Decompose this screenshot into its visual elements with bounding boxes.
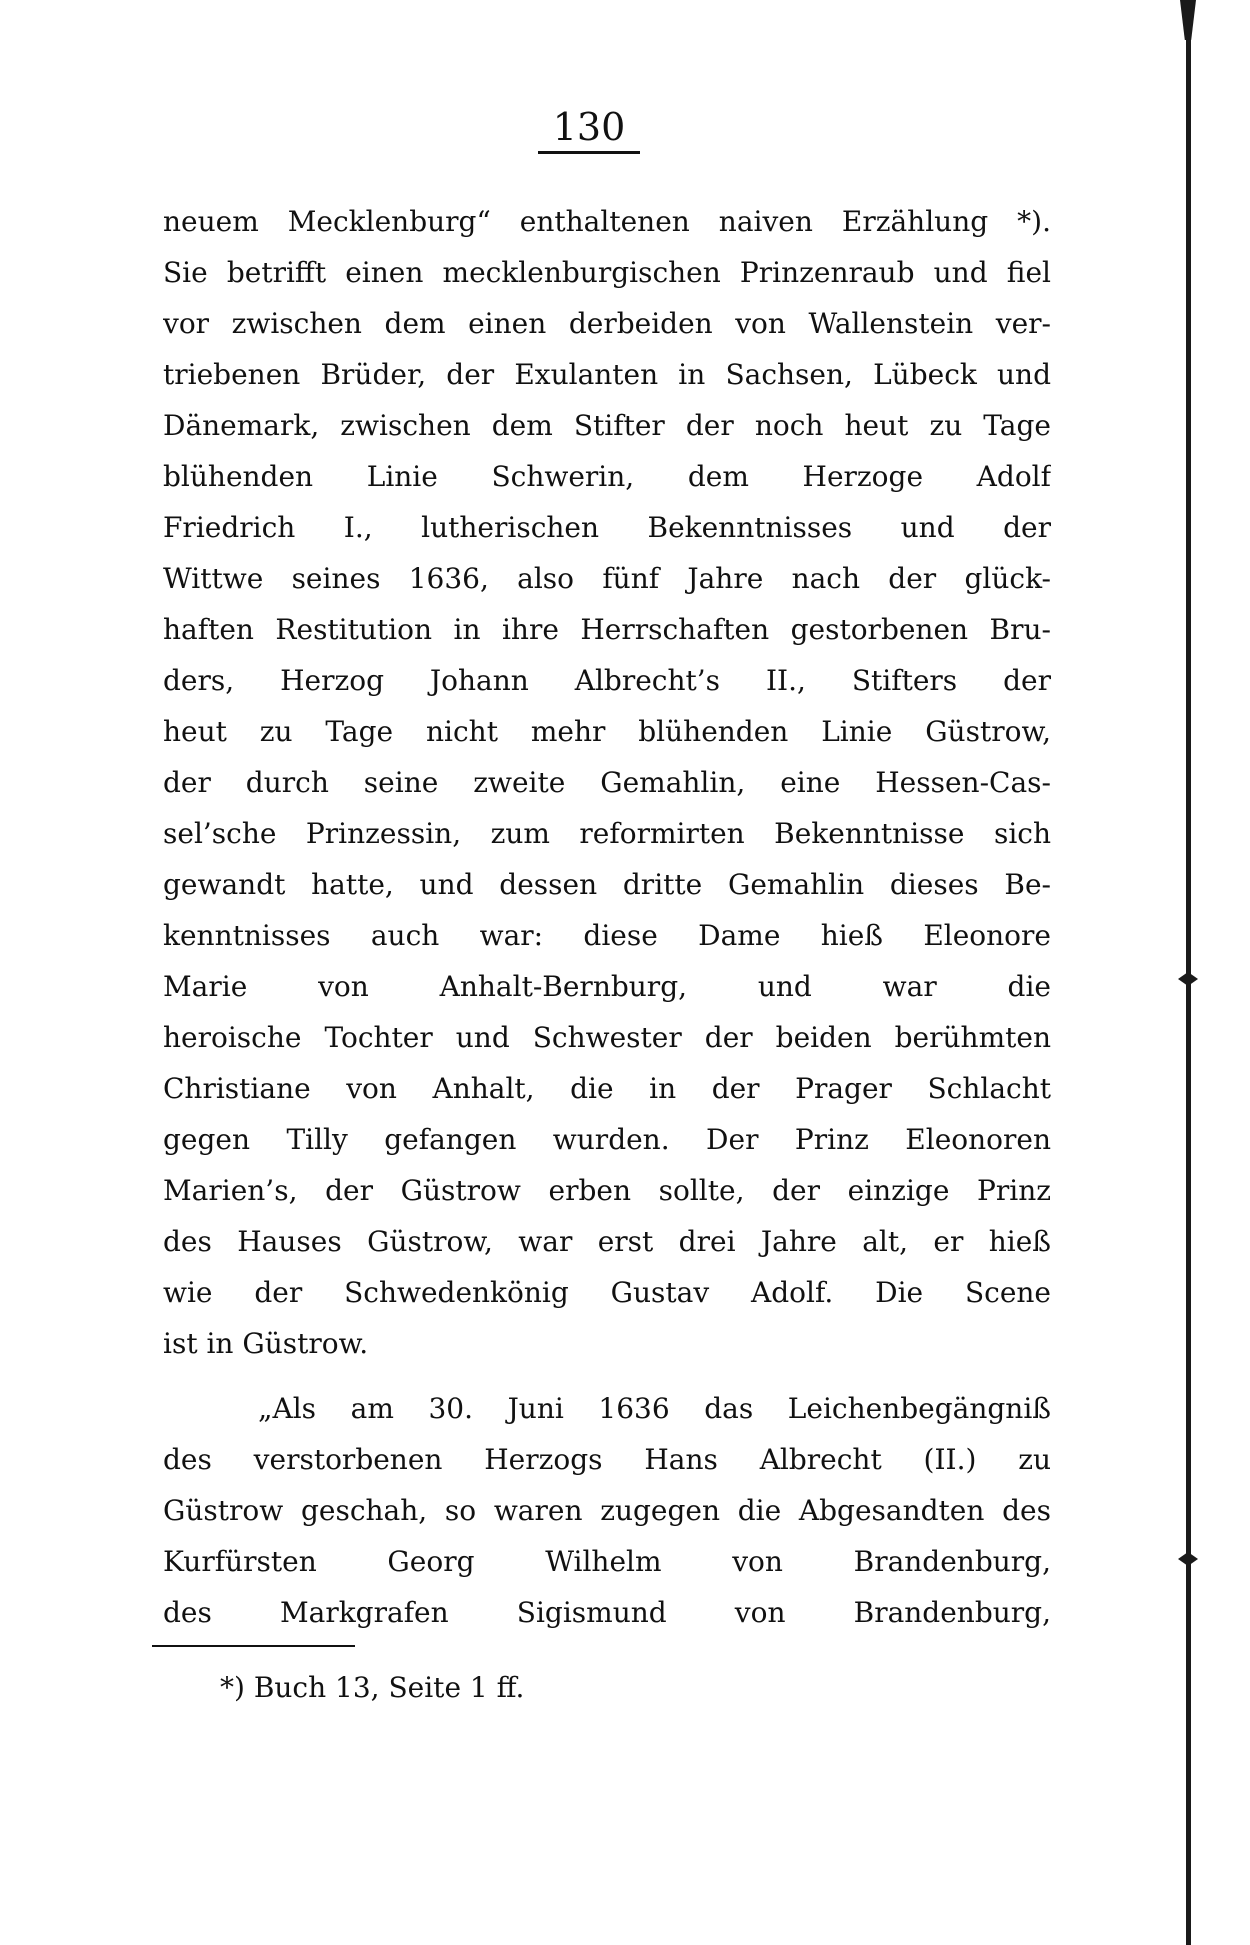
text-line: heroische Tochter und Schwester der beiden berühmten	[163, 1021, 1051, 1054]
text-line: sel’sche Prinzessin, zum reformirten Bekenntnisse sich	[163, 817, 1051, 850]
page-number-underline	[538, 151, 640, 154]
text-line: Marie von Anhalt-Bernburg, und war die	[163, 970, 1051, 1003]
text-line: Sie betrifft einen mecklenburgischen Prinzenraub und fiel	[163, 256, 1051, 289]
text-line: Dänemark, zwischen dem Stifter der noch heut zu Tage	[163, 409, 1051, 442]
binding-mark	[1178, 1552, 1198, 1566]
text-line: „Als am 30. Juni 1636 das Leichenbegängniß	[258, 1392, 1051, 1425]
text-line: neuem Mecklenburg“ enthaltenen naiven Erzählung *).	[163, 205, 1051, 238]
text-line: triebenen Brüder, der Exulanten in Sachsen, Lübeck und	[163, 358, 1051, 391]
page-number: 130	[552, 105, 626, 149]
footnote: *) Buch 13, Seite 1 ff.	[220, 1671, 525, 1704]
text-line: vor zwischen dem einen derbeiden von Wallenstein ver-	[163, 307, 1051, 340]
binding-mark	[1178, 972, 1198, 986]
footnote-separator	[152, 1645, 355, 1647]
text-line: gegen Tilly gefangen wurden. Der Prinz Eleonoren	[163, 1123, 1051, 1156]
text-line: wie der Schwedenkönig Gustav Adolf. Die Scene	[163, 1276, 1051, 1309]
text-line: Kurfürsten Georg Wilhelm von Brandenburg,	[163, 1545, 1051, 1578]
text-line: Wittwe seines 1636, also fünf Jahre nach der glück-	[163, 562, 1051, 595]
text-line: Güstrow geschah, so waren zugegen die Abgesandten des	[163, 1494, 1051, 1527]
text-line: der durch seine zweite Gemahlin, eine Hessen-Cas-	[163, 766, 1051, 799]
text-line: des Hauses Güstrow, war erst drei Jahre alt, er hieß	[163, 1225, 1051, 1258]
text-line: Christiane von Anhalt, die in der Prager Schlacht	[163, 1072, 1051, 1105]
paragraph-gap	[163, 1369, 1051, 1383]
body-text	[163, 196, 1051, 1638]
page-binding-edge	[1178, 0, 1198, 1945]
text-line: heut zu Tage nicht mehr blühenden Linie Güstrow,	[163, 715, 1051, 748]
binding-top-mark	[1180, 0, 1196, 40]
text-line: Friedrich I., lutherischen Bekenntnisses und der	[163, 511, 1051, 544]
text-line: des verstorbenen Herzogs Hans Albrecht (II.) zu	[163, 1443, 1051, 1476]
text-line: ders, Herzog Johann Albrecht’s II., Stifters der	[163, 664, 1051, 697]
text-line: ist in Güstrow.	[163, 1327, 369, 1360]
text-line: blühenden Linie Schwerin, dem Herzoge Adolf	[163, 460, 1051, 493]
text-line: kenntnisses auch war: diese Dame hieß Eleonore	[163, 919, 1051, 952]
text-line: Marien’s, der Güstrow erben sollte, der einzige Prinz	[163, 1174, 1051, 1207]
text-line: haften Restitution in ihre Herrschaften gestorbenen Bru-	[163, 613, 1051, 646]
text-line: des Markgrafen Sigismund von Brandenburg,	[163, 1596, 1051, 1629]
text-line: gewandt hatte, und dessen dritte Gemahlin dieses Be-	[163, 868, 1051, 901]
